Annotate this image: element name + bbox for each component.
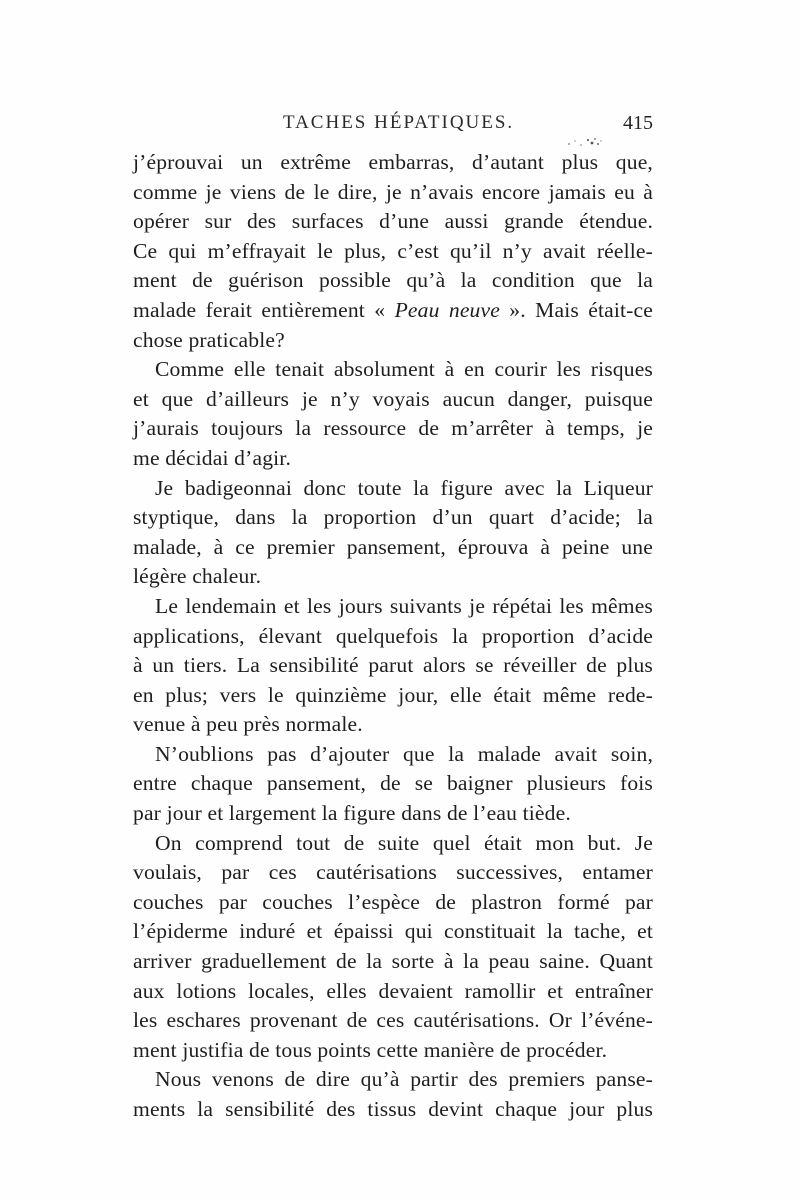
text-line: couches par couches l’espèce de plastron formé par [133,889,653,914]
text-line: arriver graduellement de la sorte à la peau saine. Quant [133,949,653,974]
text-line-head: malade ferait entièrement « [133,297,395,322]
text-line: ment justifia de tous points cette manière de procéder. [133,1037,608,1062]
page-number: 415 [623,112,653,134]
text-line: comme je viens de le dire, je n’avais encore jamais eu à [133,179,653,204]
page-body-text [133,148,653,1125]
paragraph-first-line: On comprend tout de suite quel était mon but. Je [155,830,653,855]
text-line-tail: ». Mais était-ce [499,297,653,322]
italic-phrase: Peau neuve [394,297,500,322]
text-line: légère chaleur. [133,564,262,589]
text-line: en plus; vers le quinzième jour, elle était même rede- [133,682,653,707]
text-line: à un tiers. La sensibilité parut alors se réveiller de plus [133,653,653,678]
text-line: j’éprouvai un extrême embarras, d’autant plus que, [133,150,653,174]
text-line: par jour et largement la figure dans de l’eau tiède. [133,801,571,826]
text-line: l’épiderme induré et épaissi qui constituait la tache, et [133,919,653,944]
text-line: malade, à ce premier pansement, éprouva à peine une [133,534,653,559]
text-line: venue à peu près normale. [133,712,363,737]
text-line: ment de guérison possible qu’à la condition que la [133,268,653,293]
text-line: Ce qui m’effrayait le plus, c’est qu’il n’y avait réelle- [133,238,653,263]
text-line: aux lotions locales, elles devaient ramollir et entraîner [133,978,653,1003]
paragraph-first-line: Comme elle tenait absolument à en courir les risques [155,357,653,382]
text-line: j’aurais toujours la ressource de m’arrêter à temps, je [133,416,653,441]
text-line: styptique, dans la proportion d’un quart d’acide; la [133,505,653,530]
text-line: et que d’ailleurs je n’y voyais aucun danger, puisque [133,386,653,411]
text-line-with-italic [133,296,653,326]
text-line: opérer sur des surfaces d’une aussi grande étendue. [133,209,653,234]
page-header [133,112,653,142]
text-line: chose praticable? [133,327,285,352]
text-line: applications, élevant quelquefois la proportion d’acide [133,623,653,648]
paragraph-first-line: Nous venons de dire qu’à partir des premiers panse- [155,1067,653,1092]
text-line: entre chaque pansement, de se baigner plusieurs fois [133,771,653,796]
running-title: TACHES HÉPATIQUES. [283,112,515,133]
paragraph-first-line: N’oublions pas d’ajouter que la malade avait soin, [155,741,653,766]
text-line: voulais, par ces cautérisations successives, entamer [133,860,653,885]
text-line: les eschares provenant de ces cautérisations. Or l’événe- [133,1008,653,1033]
paragraph-first-line: Je badigeonnai donc toute la figure avec la Liqueur [155,475,653,500]
text-line: me décidai d’agir. [133,445,291,470]
text-line: ments la sensibilité des tissus devint chaque jour plus [133,1097,653,1121]
paragraph-first-line: Le lendemain et les jours suivants je répétai les mêmes [155,593,653,618]
